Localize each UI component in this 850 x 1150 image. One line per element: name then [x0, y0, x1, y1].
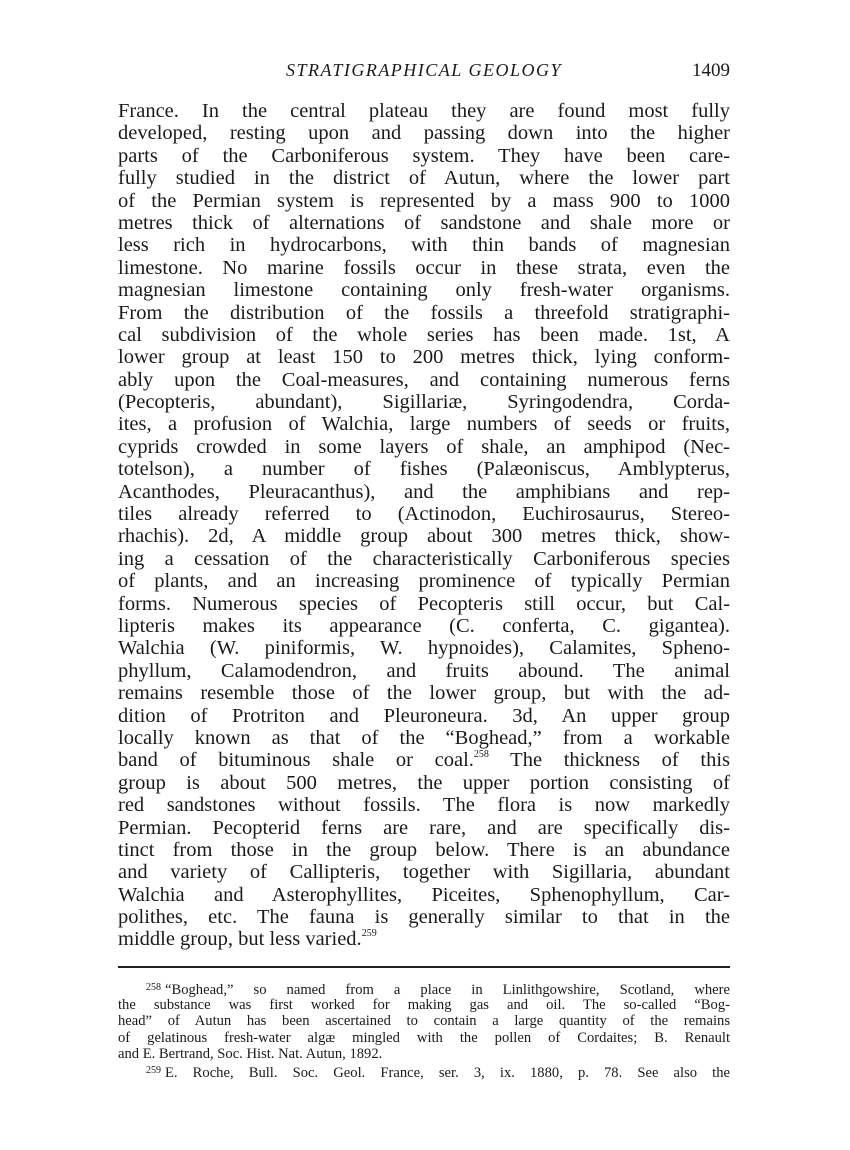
running-title: STRATIGRAPHICAL GEOLOGY [285, 60, 562, 80]
footnote-258-line: head” of Autun has been ascertained to contain a large quantity of the remains [118, 1013, 730, 1030]
body-line: group is about 500 metres, the upper portion consisting of [118, 771, 730, 794]
footnote-258-line: and E. Bertrand, Soc. Hist. Nat. Autun, 1892. [118, 1046, 383, 1063]
body-line: (Pecopteris, abundant), Sigillariæ, Syringodendra, Corda- [118, 391, 730, 414]
body-line: limestone. No marine fossils occur in these strata, even the [118, 256, 730, 279]
body-line: magnesian limestone containing only fresh-water organisms. [118, 279, 730, 302]
page-number: 1409 [692, 60, 730, 81]
body-line: metres thick of alternations of sandstone and shale more or [118, 211, 730, 234]
body-line: cal subdivision of the whole series has been made. 1st, A [118, 323, 730, 346]
body-line: tinct from those in the group below. There is an abundance [118, 838, 730, 861]
body-line: ably upon the Coal-measures, and containing numerous ferns [118, 368, 730, 391]
footnote-259-line [118, 1063, 730, 1080]
body-line: polithes, etc. The fauna is generally similar to that in the [118, 906, 730, 929]
body-line-text: band of bituminous shale or coal. [118, 749, 474, 772]
running-head [118, 60, 730, 90]
body-line: totelson), a number of fishes (Palæoniscus, Amblypterus, [118, 458, 730, 481]
footnote-mark-258: 258 [146, 982, 161, 993]
footnote-rule [118, 966, 730, 968]
body-line: parts of the Carboniferous system. They have been care- [118, 144, 730, 167]
body-line: tiles already referred to (Actinodon, Euchirosaurus, Stereo- [118, 503, 730, 526]
body-line: ing a cessation of the characteristically Carboniferous species [118, 547, 730, 570]
body-line: lower group at least 150 to 200 metres thick, lying conform- [118, 346, 730, 369]
body-line: rhachis). 2d, A middle group about 300 metres thick, show- [118, 525, 730, 548]
body-line: fully studied in the district of Autun, where the lower part [118, 167, 730, 190]
body-line: France. In the central plateau they are found most fully [118, 100, 730, 122]
body-line: of the Permian system is represented by a mass 900 to 1000 [118, 189, 730, 212]
body-line: Permian. Pecopterid ferns are rare, and are specifically dis- [118, 816, 730, 839]
footnote-258-line [118, 980, 730, 997]
body-line-with-footnote-ref [118, 749, 730, 771]
body-line: of plants, and an increasing prominence of typically Permian [118, 570, 730, 593]
body-line: ites, a profusion of Walchia, large numbers of seeds or fruits, [118, 413, 730, 436]
footnote-258-line: of gelatinous fresh-water algæ mingled with the pollen of Cordaites; B. Renault [118, 1029, 730, 1046]
body-line: phyllum, Calamodendron, and fruits abound. The animal [118, 659, 730, 682]
body-line: Walchia and Asterophyllites, Piceites, Sphenophyllum, Car- [118, 883, 730, 906]
body-text [118, 100, 730, 951]
body-line: From the distribution of the fossils a threefold stratigraphi- [118, 301, 730, 324]
footnote-258-line: the substance was first worked for making gas and oil. The so-called “Bog- [118, 996, 730, 1013]
footnote-ref-258[interactable]: 258 [473, 749, 489, 761]
body-line: developed, resting upon and passing down into the higher [118, 122, 730, 145]
body-line: forms. Numerous species of Pecopteris still occur, but Cal- [118, 592, 730, 615]
footnote-ref-259[interactable]: 259 [361, 928, 377, 940]
footnotes [118, 980, 730, 1080]
body-line: remains resemble those of the lower group, but with the ad- [118, 682, 730, 705]
body-line: less rich in hydrocarbons, with thin bands of magnesian [118, 234, 730, 257]
body-line: red sandstones without fossils. The flora is now markedly [118, 794, 730, 817]
body-line: cyprids crowded in some layers of shale, an amphipod (Nec- [118, 435, 730, 458]
body-line: dition of Protriton and Pleuroneura. 3d, An upper group [118, 704, 730, 727]
body-line-text: The thickness of this [488, 749, 730, 772]
footnote-text: “Boghead,” so named from a place in Linlithgowshire, Scotland, where [165, 982, 730, 998]
body-line-text: middle group, but less varied. [118, 928, 362, 951]
body-line: Walchia (W. piniformis, W. hypnoides), Calamites, Spheno- [118, 637, 730, 660]
footnote-mark-259: 259 [146, 1064, 161, 1076]
body-line: and variety of Callipteris, together with Sigillaria, abundant [118, 861, 730, 884]
body-line: lipteris makes its appearance (C. conferta, C. gigantea). [118, 614, 730, 637]
body-line: Acanthodes, Pleuracanthus), and the amphibians and rep- [118, 480, 730, 503]
footnote-text: E. Roche, Bull. Soc. Geol. France, ser. 3, ix. 1880, p. 78. See also the [165, 1064, 730, 1081]
body-line-last [118, 928, 730, 950]
body-line: locally known as that of the “Boghead,” from a workable [118, 726, 730, 749]
